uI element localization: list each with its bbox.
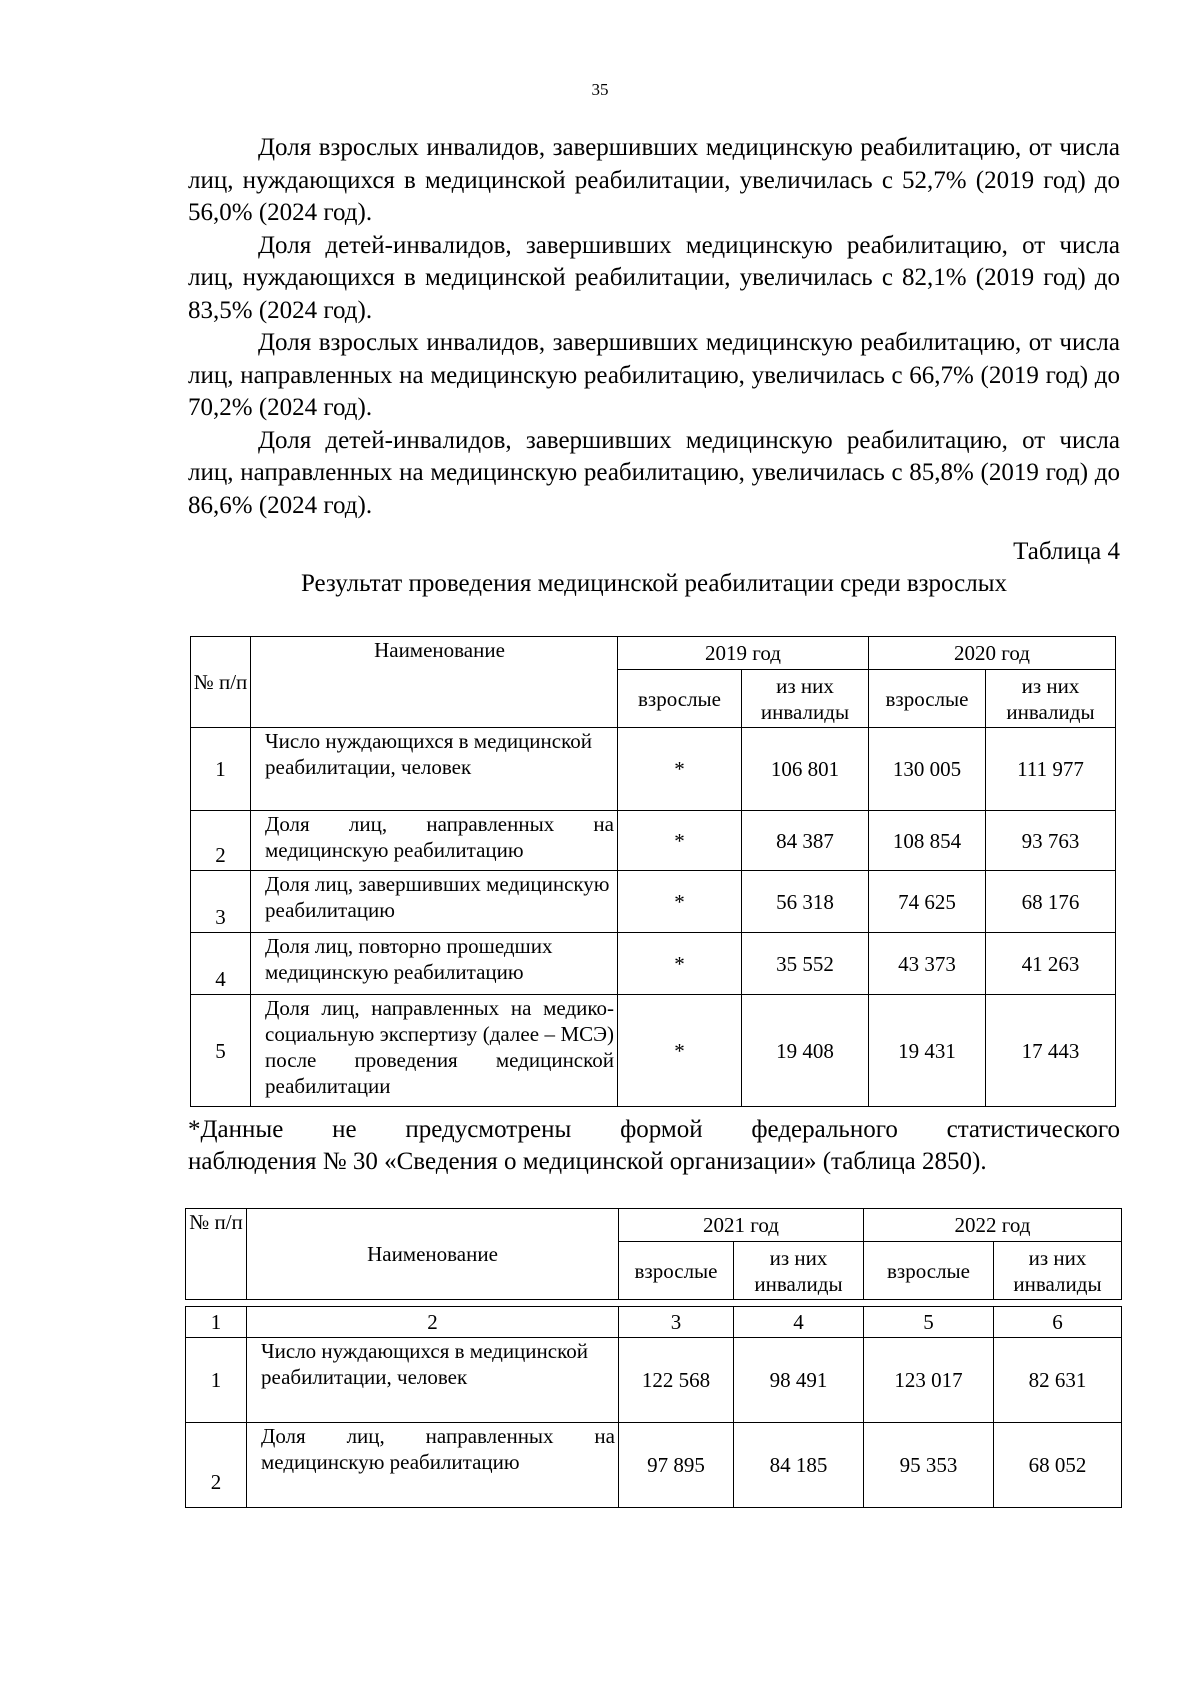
cell: 130 005 [869, 728, 986, 811]
cell: 123 017 [864, 1338, 994, 1423]
header-adults: взрослые [619, 1242, 734, 1300]
header-gap [186, 1300, 1122, 1307]
header-adults: взрослые [864, 1242, 994, 1300]
column-number: 5 [864, 1307, 994, 1338]
table-row [191, 728, 1116, 811]
row-num: 2 [191, 811, 251, 871]
paragraph: Доля детей-инвалидов, завершивших медицинскую реабилитацию, от числа лиц, направленных на медицинскую реабилитацию, увеличилась с 85,8% (2019 год) до 86,6% (2024 год). [188, 426, 1120, 519]
cell: * [618, 811, 742, 871]
header-name: Наименование [247, 1209, 619, 1300]
footnote-line1 [188, 1114, 1120, 1146]
column-number: 6 [994, 1307, 1122, 1338]
body-text [188, 132, 1120, 522]
table-title: Результат проведения медицинской реабилитации среди взрослых [300, 570, 1008, 597]
cell: 97 895 [619, 1423, 734, 1508]
cell: * [618, 995, 742, 1107]
row-name: Число нуждающихся в медицинской реабилитации, человек [251, 728, 618, 811]
table-header-row [191, 637, 1116, 670]
cell: 111 977 [986, 728, 1116, 811]
cell: * [618, 933, 742, 995]
table-row [191, 995, 1116, 1107]
cell: 68 176 [986, 871, 1116, 933]
row-num: 5 [191, 995, 251, 1107]
footnote [188, 1114, 1120, 1178]
table-row [186, 1338, 1122, 1423]
header-year: 2022 год [864, 1209, 1122, 1242]
table-2019-2020 [190, 636, 1116, 1107]
cell: 19 408 [742, 995, 869, 1107]
footnote-word: *Данные [188, 1116, 284, 1143]
header-year: 2020 год [869, 637, 1116, 670]
table-label: Таблица 4 [1013, 538, 1120, 565]
row-num: 2 [186, 1423, 247, 1508]
cell: 84 387 [742, 811, 869, 871]
row-num: 1 [186, 1338, 247, 1423]
header-of-them: из них инвалиды [742, 670, 869, 728]
cell: 35 552 [742, 933, 869, 995]
table-2021-2022 [185, 1208, 1122, 1508]
table-header-row [186, 1209, 1122, 1242]
cell: 56 318 [742, 871, 869, 933]
column-number: 2 [247, 1307, 619, 1338]
column-number: 1 [186, 1307, 247, 1338]
cell: 93 763 [986, 811, 1116, 871]
cell: 17 443 [986, 995, 1116, 1107]
row-name: Доля лиц, направленных на медико-социальную экспертизу (далее – МСЭ) после проведения медицинской реабилитации [251, 995, 618, 1107]
cell: 122 568 [619, 1338, 734, 1423]
column-number-row [186, 1307, 1122, 1338]
footnote-line2: наблюдения № 30 «Сведения о медицинской организации» (таблица 2850). [188, 1148, 987, 1175]
footnote-word: предусмотрены [405, 1116, 572, 1143]
row-name: Доля лиц, завершивших медицинскую реабилитацию [251, 871, 618, 933]
cell: 74 625 [869, 871, 986, 933]
row-num: 1 [191, 728, 251, 811]
cell: 41 263 [986, 933, 1116, 995]
cell: 108 854 [869, 811, 986, 871]
paragraph: Доля детей-инвалидов, завершивших медицинскую реабилитацию, от числа лиц, нуждающихся в медицинской реабилитации, увеличилась с 82,1% (2019 год) до 83,5% (2024 год). [188, 231, 1120, 324]
header-of-them: из них инвалиды [734, 1242, 864, 1300]
header-of-them: из них инвалиды [994, 1242, 1122, 1300]
footnote-word: не [332, 1116, 357, 1143]
cell: 98 491 [734, 1338, 864, 1423]
table-row [186, 1423, 1122, 1508]
column-number: 3 [619, 1307, 734, 1338]
header-num: № п/п [191, 637, 251, 728]
cell: 84 185 [734, 1423, 864, 1508]
header-name: Наименование [251, 637, 618, 728]
cell: 106 801 [742, 728, 869, 811]
header-year: 2021 год [619, 1209, 864, 1242]
header-of-them: из них инвалиды [986, 670, 1116, 728]
header-adults: взрослые [618, 670, 742, 728]
row-name: Число нуждающихся в медицинской реабилитации, человек [247, 1338, 619, 1423]
header-year: 2019 год [618, 637, 869, 670]
cell: * [618, 871, 742, 933]
row-num: 4 [191, 933, 251, 995]
paragraph: Доля взрослых инвалидов, завершивших медицинскую реабилитацию, от числа лиц, направленных на медицинскую реабилитацию, увеличилась с 66,7% (2019 год) до 70,2% (2024 год). [188, 329, 1120, 421]
row-num: 3 [191, 871, 251, 933]
cell: 95 353 [864, 1423, 994, 1508]
header-num: № п/п [186, 1209, 247, 1300]
page-number: 35 [591, 80, 609, 99]
footnote-word: федерального [751, 1116, 898, 1143]
column-number: 4 [734, 1307, 864, 1338]
paragraph: Доля взрослых инвалидов, завершивших медицинскую реабилитацию, от числа лиц, нуждающихся в медицинской реабилитации, увеличилась с 52,7% (2019 год) до 56,0% (2024 год). [188, 134, 1120, 226]
row-name: Доля лиц, повторно прошедших медицинскую реабилитацию [251, 933, 618, 995]
row-name: Доля лиц, направленных на медицинскую реабилитацию [251, 811, 618, 871]
cell: 43 373 [869, 933, 986, 995]
cell: 68 052 [994, 1423, 1122, 1508]
table-row [191, 933, 1116, 995]
header-adults: взрослые [869, 670, 986, 728]
table-row [191, 871, 1116, 933]
row-name: Доля лиц, направленных на медицинскую реабилитацию [247, 1423, 619, 1508]
table-row [191, 811, 1116, 871]
cell: 19 431 [869, 995, 986, 1107]
footnote-word: статистического [946, 1116, 1120, 1143]
cell: * [618, 728, 742, 811]
footnote-word: формой [620, 1116, 703, 1143]
cell: 82 631 [994, 1338, 1122, 1423]
